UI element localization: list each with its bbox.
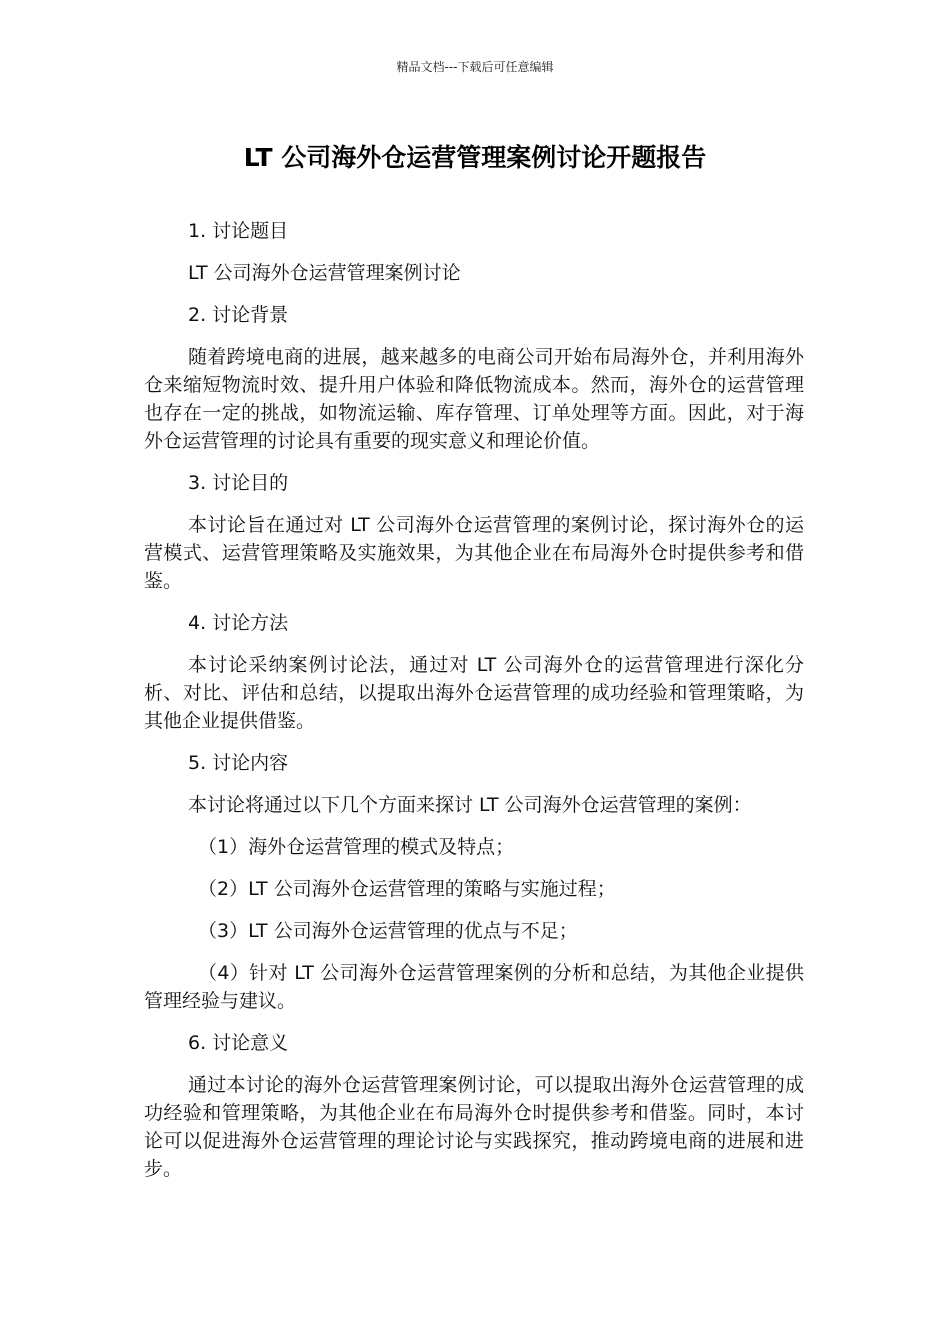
content-list-item: （2）LT 公司海外仓运营管理的策略与实施过程； <box>198 878 616 900</box>
content-list-item: （3）LT 公司海外仓运营管理的优点与不足； <box>198 920 578 942</box>
section-heading-purpose: 3. 讨论目的 <box>188 472 289 494</box>
document-body <box>144 217 804 1197</box>
content-list-item: （4）针对 LT 公司海外仓运营管理案例的分析和总结，为其他企业提供管理经验与建议。 <box>144 962 804 1012</box>
page-header-note: 精品文档---下载后可任意编辑 <box>396 60 554 74</box>
section-heading-significance: 6. 讨论意义 <box>188 1032 289 1054</box>
section-heading-topic: 1. 讨论题目 <box>188 220 289 242</box>
document-title: LT 公司海外仓运营管理案例讨论开题报告 <box>243 143 707 172</box>
significance-paragraph: 通过本讨论的海外仓运营管理案例讨论，可以提取出海外仓运营管理的成功经验和管理策略，为其他企业在布局海外仓时提供参考和借鉴。同时，本讨论可以促进海外仓运营管理的理论讨论与实践探究，推动跨境电商的进展和进步。 <box>144 1074 804 1180</box>
purpose-paragraph: 本讨论旨在通过对 LT 公司海外仓运营管理的案例讨论，探讨海外仓的运营模式、运营管理策略及实施效果，为其他企业在布局海外仓时提供参考和借鉴。 <box>144 514 804 592</box>
section-heading-background: 2. 讨论背景 <box>188 304 289 326</box>
topic-text: LT 公司海外仓运营管理案例讨论 <box>188 262 461 284</box>
method-paragraph: 本讨论采纳案例讨论法，通过对 LT 公司海外仓的运营管理进行深化分析、对比、评估和总结，以提取出海外仓运营管理的成功经验和管理策略，为其他企业提供借鉴。 <box>144 654 804 732</box>
content-intro: 本讨论将通过以下几个方面来探讨 LT 公司海外仓运营管理的案例： <box>188 794 752 816</box>
content-list-item: （1）海外仓运营管理的模式及特点； <box>198 836 515 858</box>
background-paragraph: 随着跨境电商的进展，越来越多的电商公司开始布局海外仓，并利用海外仓来缩短物流时效、提升用户体验和降低物流成本。然而，海外仓的运营管理也存在一定的挑战，如物流运输、库存管理、订单处理等方面。因此，对于海外仓运营管理的讨论具有重要的现实意义和理论价值。 <box>144 346 804 452</box>
section-heading-content: 5. 讨论内容 <box>188 752 289 774</box>
section-heading-method: 4. 讨论方法 <box>188 612 289 634</box>
